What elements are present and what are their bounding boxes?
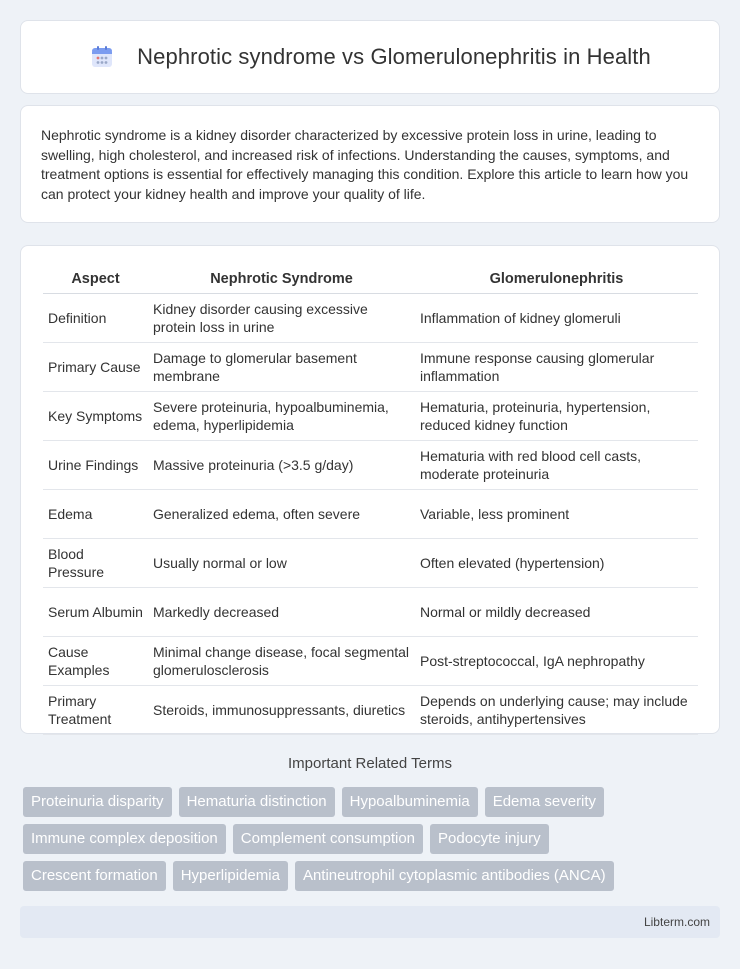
header-card — [20, 20, 720, 94]
tag-edema-severity[interactable]: Edema severity — [485, 787, 604, 817]
comparison-table-card — [20, 245, 720, 734]
tag-complement-consumption[interactable]: Complement consumption — [233, 824, 423, 854]
glomerulonephritis-cell: Normal or mildly decreased — [415, 587, 698, 636]
related-terms-title: Important Related Terms — [288, 755, 452, 772]
column-header-aspect: Aspect — [43, 266, 148, 293]
nephrotic-cell: Markedly decreased — [148, 587, 415, 636]
aspect-cell: Definition — [43, 293, 148, 342]
page-title: Nephrotic syndrome vs Glomerulonephritis in Health — [137, 44, 651, 69]
table-row — [43, 538, 698, 587]
glomerulonephritis-cell: Post-streptococcal, IgA nephropathy — [415, 636, 698, 685]
nephrotic-cell: Massive proteinuria (>3.5 g/day) — [148, 440, 415, 489]
tag-hematuria-distinction[interactable]: Hematuria distinction — [179, 787, 335, 817]
calendar-grid-icon — [89, 44, 115, 70]
tag-row — [23, 787, 723, 817]
aspect-cell: Serum Albumin — [43, 587, 148, 636]
glomerulonephritis-cell: Depends on underlying cause; may include steroids, antihypertensives — [415, 685, 698, 734]
nephrotic-cell: Minimal change disease, focal segmental glomerulosclerosis — [148, 636, 415, 685]
table-row — [43, 489, 698, 538]
glomerulonephritis-cell: Hematuria with red blood cell casts, moderate proteinuria — [415, 440, 698, 489]
tag-hyperlipidemia[interactable]: Hyperlipidemia — [173, 861, 288, 891]
footer — [20, 906, 720, 938]
intro-card — [20, 105, 720, 223]
table-header-row — [43, 266, 698, 293]
column-header-glomerulonephritis: Glomerulonephritis — [415, 266, 698, 293]
aspect-cell: Blood Pressure — [43, 538, 148, 587]
intro-paragraph: Nephrotic syndrome is a kidney disorder characterized by excessive protein loss in urine, leading to swelling, high cholesterol, and increased risk of infections. Understanding the causes, symptoms, and treatment options is essential for effectively managing this condition. Explore this article to learn how you can protect your kidney health and improve your quality of life. — [41, 127, 689, 202]
column-header-nephrotic: Nephrotic Syndrome — [148, 266, 415, 293]
table-row — [43, 636, 698, 685]
aspect-cell: Primary Treatment — [43, 685, 148, 734]
table-row — [43, 440, 698, 489]
aspect-cell: Urine Findings — [43, 440, 148, 489]
glomerulonephritis-cell: Inflammation of kidney glomeruli — [415, 293, 698, 342]
tag-hypoalbuminemia[interactable]: Hypoalbuminemia — [342, 787, 478, 817]
tag-anca[interactable]: Antineutrophil cytoplasmic antibodies (ANCA) — [295, 861, 614, 891]
aspect-cell: Edema — [43, 489, 148, 538]
nephrotic-cell: Kidney disorder causing excessive protein loss in urine — [148, 293, 415, 342]
nephrotic-cell: Severe proteinuria, hypoalbuminemia, edema, hyperlipidemia — [148, 391, 415, 440]
aspect-cell: Primary Cause — [43, 342, 148, 391]
glomerulonephritis-cell: Hematuria, proteinuria, hypertension, reduced kidney function — [415, 391, 698, 440]
glomerulonephritis-cell: Immune response causing glomerular inflammation — [415, 342, 698, 391]
aspect-cell: Cause Examples — [43, 636, 148, 685]
table-row — [43, 293, 698, 342]
comparison-table — [43, 266, 698, 735]
related-terms-tags — [23, 787, 723, 898]
footer-site-link[interactable]: Libterm.com — [643, 915, 710, 929]
aspect-cell: Key Symptoms — [43, 391, 148, 440]
table-row — [43, 685, 698, 734]
table-row — [43, 342, 698, 391]
nephrotic-cell: Damage to glomerular basement membrane — [148, 342, 415, 391]
tag-row — [23, 824, 723, 854]
tag-podocyte-injury[interactable]: Podocyte injury — [430, 824, 549, 854]
tag-row — [23, 861, 723, 891]
nephrotic-cell: Usually normal or low — [148, 538, 415, 587]
tag-proteinuria-disparity[interactable]: Proteinuria disparity — [23, 787, 172, 817]
glomerulonephritis-cell: Variable, less prominent — [415, 489, 698, 538]
tag-crescent-formation[interactable]: Crescent formation — [23, 861, 166, 891]
glomerulonephritis-cell: Often elevated (hypertension) — [415, 538, 698, 587]
table-row — [43, 587, 698, 636]
tag-immune-complex-deposition[interactable]: Immune complex deposition — [23, 824, 226, 854]
table-row — [43, 391, 698, 440]
nephrotic-cell: Steroids, immunosuppressants, diuretics — [148, 685, 415, 734]
nephrotic-cell: Generalized edema, often severe — [148, 489, 415, 538]
